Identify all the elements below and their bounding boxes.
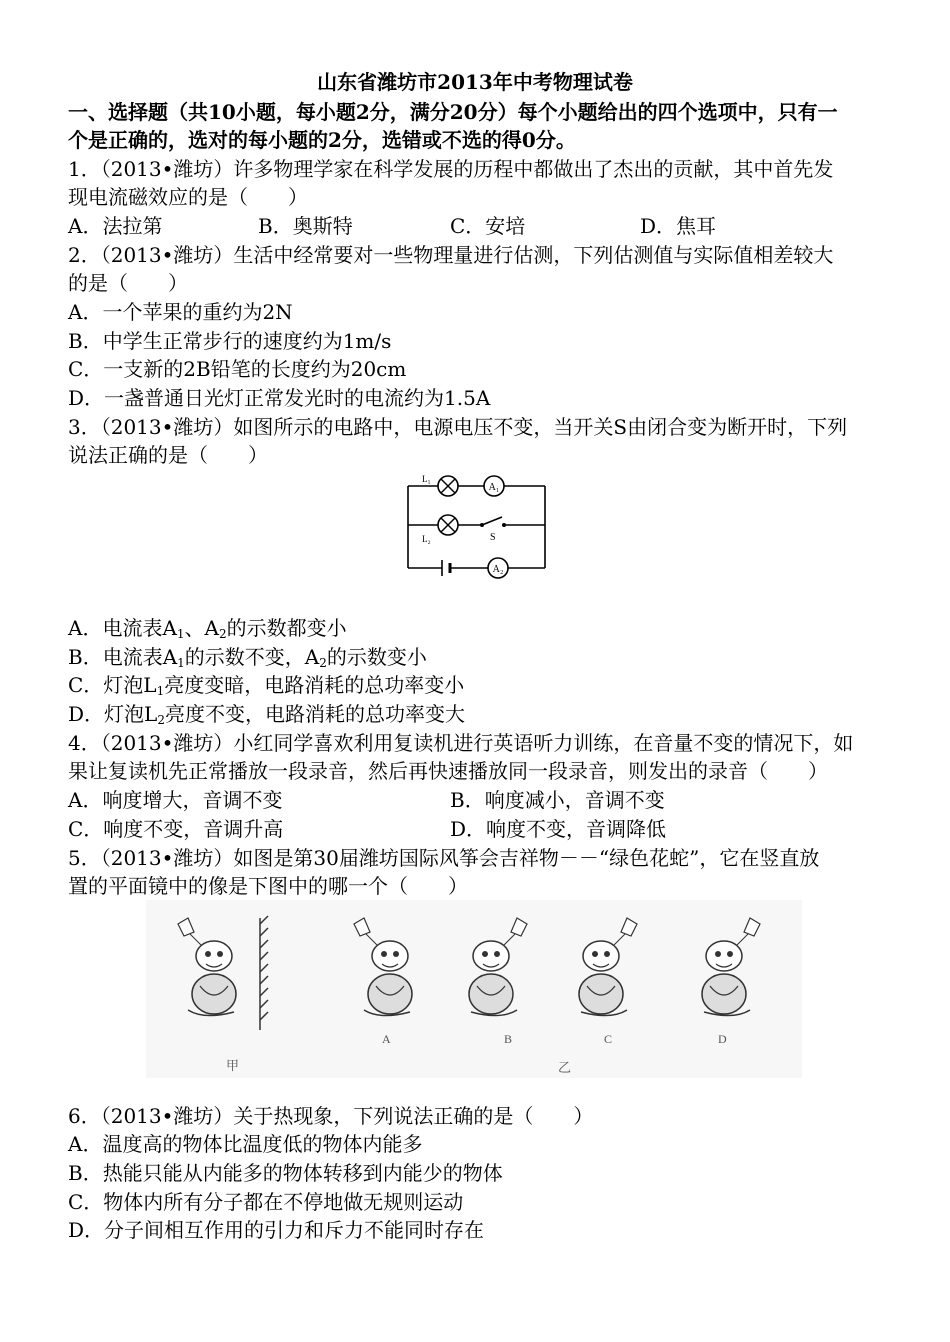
q5-stem-line2: 置的平面镜中的像是下图中的哪一个（ ） <box>68 874 468 898</box>
q4-stem-line1: 4．（2013•潍坊）小红同学喜欢利用复读机进行英语听力训练，在音量不变的情况下，如 <box>68 731 854 755</box>
q6-option-b: B．热能只能从内能多的物体转移到内能少的物体 <box>68 1161 503 1185</box>
q4-option-c: C．响度不变，音调升高 <box>68 817 284 841</box>
q3-option-b: B．电流表$A_1$的示数不变，$A_2$的示数变小 <box>68 645 427 670</box>
q1-option-a: A．法拉第 <box>68 214 163 238</box>
switch-pivot <box>480 523 484 527</box>
figure-label-c: C <box>604 1032 613 1046</box>
q2-option-b: B．中学生正常步行的速度约为1m/s <box>68 329 392 353</box>
q3-stem-line2: 说法正确的是（ ） <box>68 443 268 467</box>
lamp-l1 <box>438 476 458 496</box>
section-heading-line1: 一、选择题（共10小题，每小题2分，满分20分）每个小题给出的四个选项中，只有一 <box>68 100 838 124</box>
q1-stem-line1: 1．（2013•潍坊）许多物理学家在科学发展的历程中都做出了杰出的贡献，其中首先发 <box>68 157 834 181</box>
q2-option-d: D．一盏普通日光灯正常发光时的电流约为1.5A <box>68 386 491 410</box>
q2-stem-line1: 2．（2013•潍坊）生活中经常要对一些物理量进行估测，下列估测值与实际值相差较大 <box>68 243 834 267</box>
switch-label: S <box>490 532 496 543</box>
q4-option-b: B．响度减小，音调不变 <box>450 788 665 812</box>
q6-option-a: A．温度高的物体比温度低的物体内能多 <box>68 1132 423 1156</box>
lamp-l2 <box>438 515 458 535</box>
q3-stem-line1: 3．（2013•潍坊）如图所示的电路中，电源电压不变，当开关S由闭合变为断开时，下列 <box>68 415 848 439</box>
q3-option-a: A．电流表$A_1$、$A_2$的示数都变小 <box>68 616 347 641</box>
q3-option-d: D．灯泡$L_2$亮度不变，电路消耗的总功率变大 <box>68 702 465 727</box>
q1-option-d: D．焦耳 <box>640 214 717 238</box>
q1-option-c: C．安培 <box>450 214 526 238</box>
q6-stem-line1: 6．（2013•潍坊）关于热现象，下列说法正确的是（ ） <box>68 1104 594 1128</box>
section-heading-line2: 个是正确的，选对的每小题的2分，选错或不选的得0分。 <box>68 128 576 152</box>
exam-title: 山东省潍坊市2013年中考物理试卷 <box>317 70 633 94</box>
q1-option-b: B．奥斯特 <box>258 214 353 238</box>
mascot-mirror-figure <box>146 900 802 1078</box>
q5-stem-line1: 5．（2013•潍坊）如图是第30届潍坊国际风筝会吉祥物－－“绿色花蛇”，它在竖直放 <box>68 846 820 870</box>
figure-label-b: B <box>504 1032 513 1046</box>
figure-label-yi: 乙 <box>558 1061 572 1076</box>
ammeter-a1-label: A₁ <box>488 482 500 493</box>
q1-stem-line2: 现电流磁效应的是（ ） <box>68 185 308 209</box>
figure-label-a: A <box>382 1032 391 1046</box>
q6-option-c: C．物体内所有分子都在不停地做无规则运动 <box>68 1190 464 1214</box>
lamp-l1-label: L₁ <box>422 474 431 484</box>
q2-option-a: A．一个苹果的重约为2N <box>68 300 293 324</box>
q4-stem-line2: 果让复读机先正常播放一段录音，然后再快速播放同一段录音，则发出的录音（ ） <box>68 759 828 783</box>
switch-contact <box>502 523 506 527</box>
q4-option-d: D．响度不变，音调降低 <box>450 817 667 841</box>
q2-stem-line2: 的是（ ） <box>68 271 188 295</box>
q3-option-c: C．灯泡$L_1$亮度变暗，电路消耗的总功率变小 <box>68 673 465 698</box>
ammeter-a2-label: A₂ <box>492 564 504 575</box>
figure-label-jia: 甲 <box>226 1059 240 1074</box>
circuit-diagram <box>398 468 553 586</box>
q2-option-c: C．一支新的2B铅笔的长度约为20cm <box>68 357 407 381</box>
lamp-l2-label: L₂ <box>422 534 431 544</box>
figure-label-d: D <box>718 1032 727 1046</box>
q4-option-a: A．响度增大，音调不变 <box>68 788 283 812</box>
q6-option-d: D．分子间相互作用的引力和斥力不能同时存在 <box>68 1218 485 1242</box>
